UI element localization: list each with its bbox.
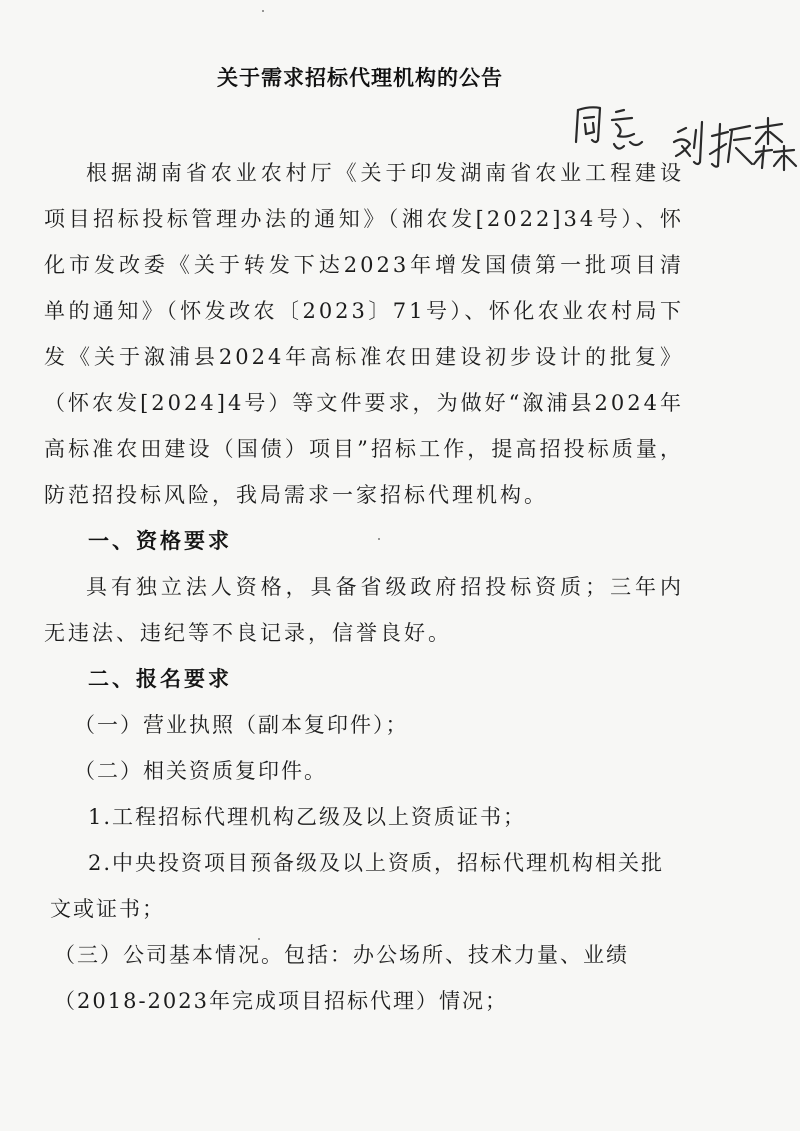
intro-paragraph: 根据湖南省农业农村厅《关于印发湖南省农业工程建设项目招标投标管理办法的通知》（湘农发[2022]34号）、怀化市发改委《关于转发下达2023年增发国债第一批项目清单的通知》（怀发改农〔2023〕71号）、怀化农业农村局下发《关于溆浦县2024年高标准农田建设初步设计的批复》（怀农发[2024]4号）等文件要求，为做好“溆浦县2024年高标准农田建设（国债）项目”招标工作，提高招投标质量，防范招投标风险，我局需求一家招标代理机构。 xyxy=(44,161,684,507)
requirement-item-company-info xyxy=(44,932,684,1024)
requirement-item-license: （一）营业执照（副本复印件）； xyxy=(74,713,409,737)
qualification-text: 具有独立法人资格，具备省级政府招投标资质；三年内无违法、违纪等不良记录，信誉良好。 xyxy=(44,575,684,645)
requirement-item-qualification-copies: （二）相关资质复印件。 xyxy=(74,759,327,783)
sub-requirement-2-line1: 2.中央投资项目预备级及以上资质，招标代理机构相关批 xyxy=(88,851,665,875)
document-title: 关于需求招标代理机构的公告 xyxy=(217,66,503,90)
sub-requirement-1: 1.工程招标代理机构乙级及以上资质证书； xyxy=(88,805,527,829)
sub-requirement-2-line2: 文或证书； xyxy=(50,897,165,921)
company-info-line1: （三）公司基本情况。包括：办公场所、技术力量、业绩 xyxy=(54,943,629,967)
section-heading-qualification: 一、资格要求 xyxy=(88,529,232,553)
scan-speck xyxy=(262,10,264,12)
scan-speck xyxy=(378,538,380,540)
scan-speck xyxy=(258,938,260,940)
sub-requirement-2 xyxy=(44,840,684,932)
section-heading-registration: 二、报名要求 xyxy=(88,667,232,691)
company-info-line2: （2018-2023年完成项目招标代理）情况； xyxy=(54,989,508,1013)
document-body xyxy=(44,150,684,1024)
